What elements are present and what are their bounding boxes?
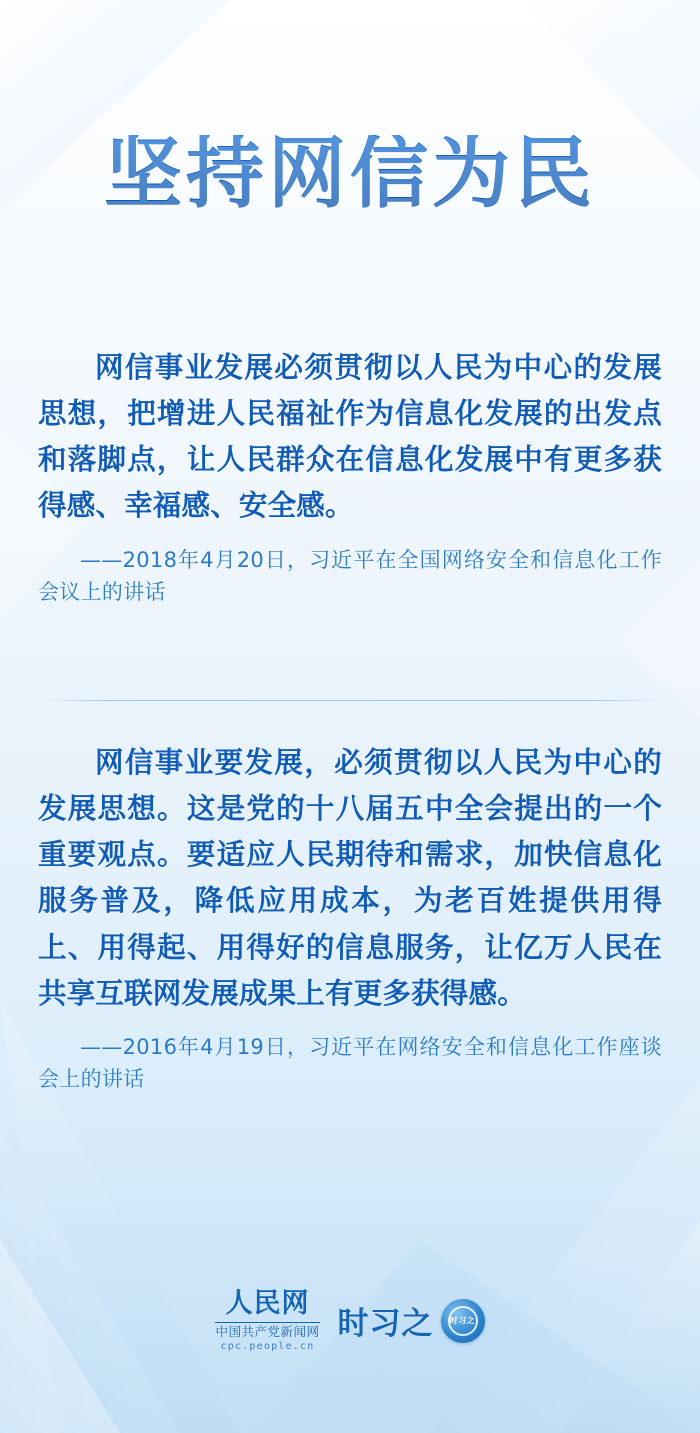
shixizhi-logo-name: 时习之 <box>337 1306 434 1343</box>
page-title: 坚持网信为民 <box>0 135 700 213</box>
shixizhi-badge-icon <box>441 1299 485 1343</box>
quote-block-1 <box>38 345 662 609</box>
shixizhi-logo <box>338 1298 485 1343</box>
quote-source: ——2018年4月20日，习近平在全国网络安全和信息化工作会议上的讲话 <box>38 547 662 605</box>
people-cn-logo-name: 人民网 <box>225 1288 310 1319</box>
quote-text: 网信事业要发展，必须贯彻以人民为中心的发展思想。这是党的十八届五中全会提出的一个重要观点。要适应人民期待和需求，加快信息化服务普及，降低应用成本，为老百姓提供用得上、用得起、用得好的信息服务，让亿万人民在共享互联网发展成果上有更多获得感。 <box>38 746 662 1010</box>
quote-text: 网信事业发展必须贯彻以人民为中心的发展思想，把增进人民福祉作为信息化发展的出发点和落脚点，让人民群众在信息化发展中有更多获得感、幸福感、安全感。 <box>38 351 662 523</box>
footer-logos <box>0 1290 700 1352</box>
people-cn-logo <box>215 1290 319 1352</box>
shixizhi-badge-label: 时习之 <box>449 1316 476 1326</box>
quote-source: ——2016年4月19日，习近平在网络安全和信息化工作座谈会上的讲话 <box>38 1034 662 1092</box>
section-divider <box>38 700 662 701</box>
quote-block-2 <box>38 740 662 1096</box>
people-cn-logo-subtitle: 中国共产党新闻网 <box>215 1324 320 1339</box>
people-cn-logo-domain: cpc.people.cn <box>220 1340 315 1352</box>
